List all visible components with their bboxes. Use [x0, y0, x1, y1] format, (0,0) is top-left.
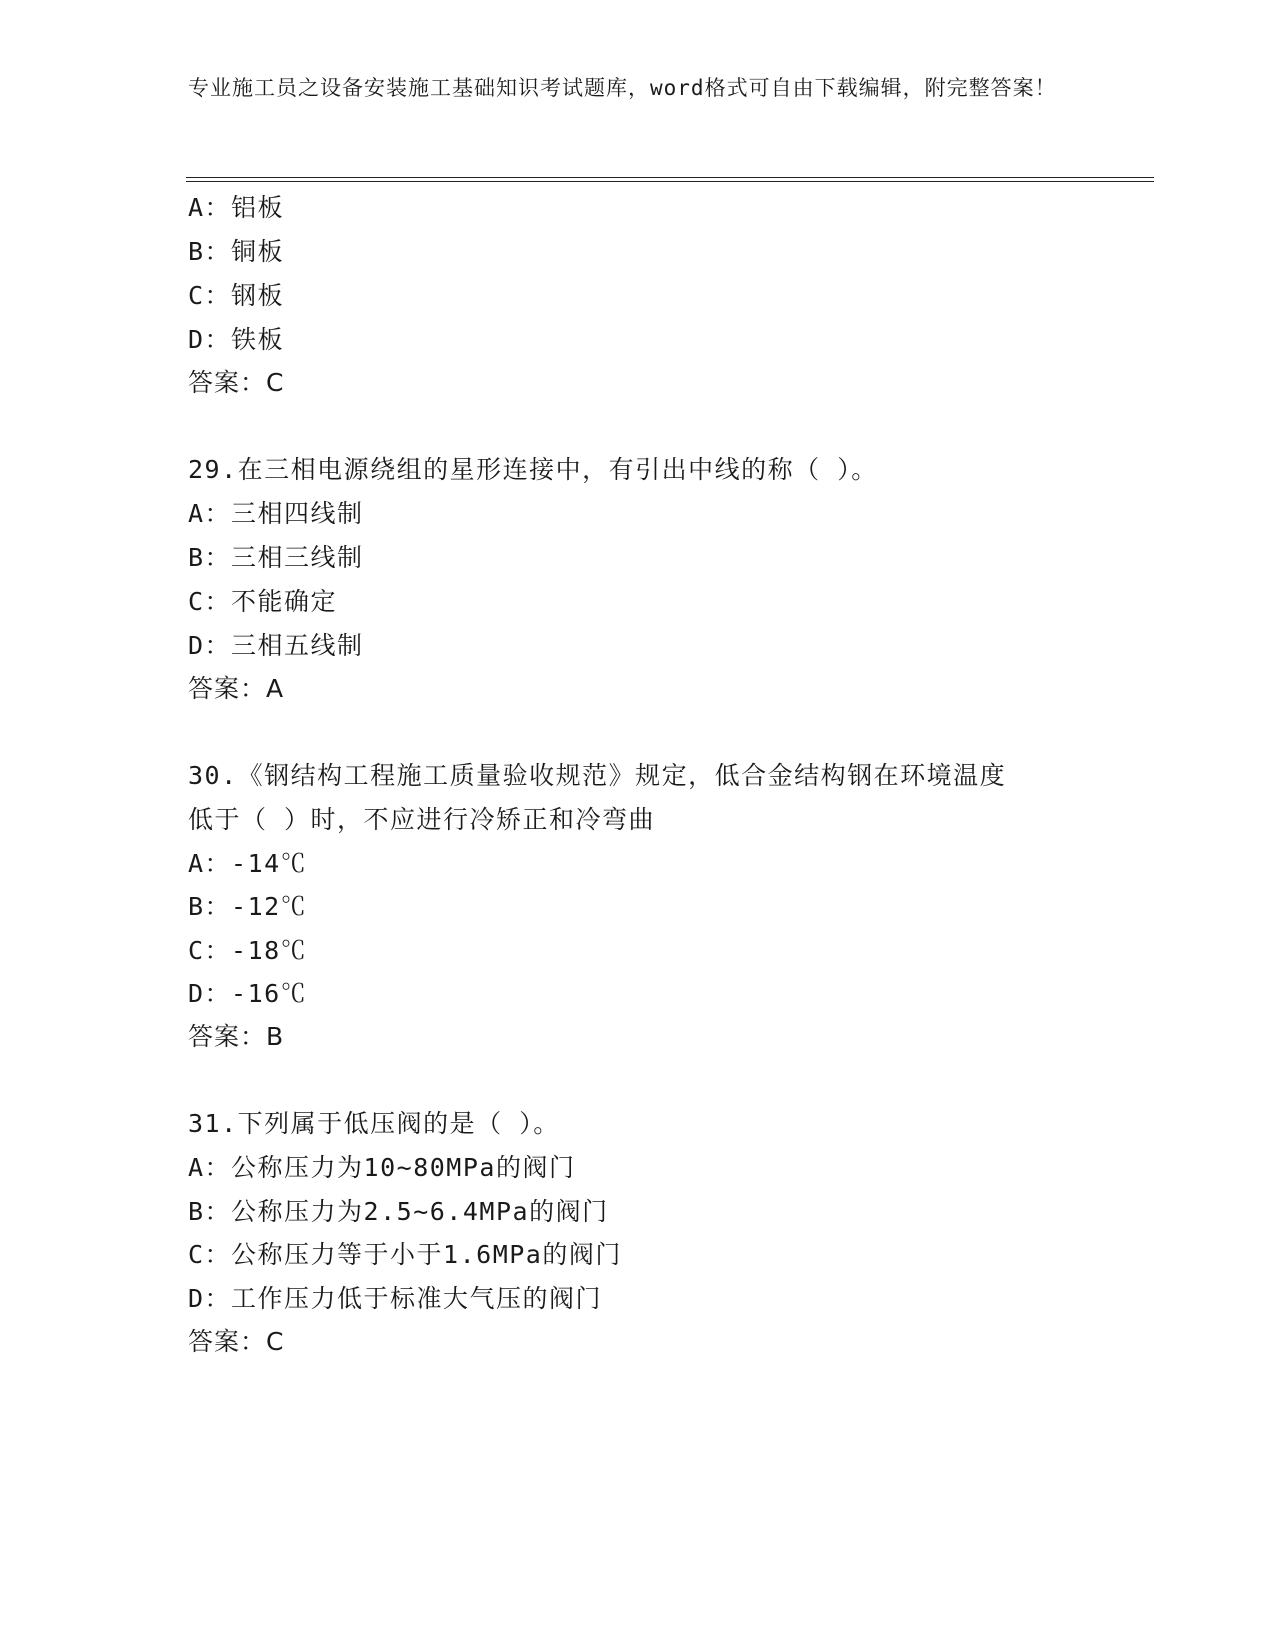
q29-option-d: D：三相五线制 — [188, 631, 364, 660]
q30-answer: 答案：B — [188, 1022, 285, 1051]
q28-option-b: B：铜板 — [188, 237, 285, 266]
q30-option-c: C：-18℃ — [188, 936, 308, 965]
q29-answer: 答案：A — [188, 674, 285, 703]
q28-option-c: C：钢板 — [188, 281, 285, 310]
q28-option-d: D：铁板 — [188, 325, 285, 354]
q28-option-a: A：铝板 — [188, 193, 285, 222]
q30-option-b: B：-12℃ — [188, 892, 308, 921]
q31-answer: 答案：C — [188, 1327, 285, 1356]
q31-option-a: A：公称压力为10~80MPa的阀门 — [188, 1153, 576, 1182]
q29-option-b: B：三相三线制 — [188, 543, 364, 572]
header-divider-top — [186, 177, 1154, 178]
q31-option-d: D：工作压力低于标准大气压的阀门 — [188, 1284, 603, 1313]
q30-option-a: A：-14℃ — [188, 849, 308, 878]
q29-question: 29.在三相电源绕组的星形连接中，有引出中线的称（ ）。 — [188, 455, 878, 484]
q30-question-line-1: 30.《钢结构工程施工质量验收规范》规定，低合金结构钢在环境温度 — [188, 761, 1007, 790]
q29-option-c: C：不能确定 — [188, 587, 338, 616]
q31-option-b: B：公称压力为2.5~6.4MPa的阀门 — [188, 1197, 609, 1226]
q31-option-c: C：公称压力等于小于1.6MPa的阀门 — [188, 1240, 622, 1269]
q29-option-a: A：三相四线制 — [188, 499, 364, 528]
document-header: 专业施工员之设备安装施工基础知识考试题库，word格式可自由下载编辑，附完整答案！ — [188, 76, 1057, 100]
q30-question-line-2: 低于（ ）时，不应进行冷矫正和冷弯曲 — [188, 805, 656, 834]
header-divider-bottom — [186, 181, 1154, 182]
q30-option-d: D：-16℃ — [188, 979, 308, 1008]
q31-question: 31.下列属于低压阀的是（ ）。 — [188, 1109, 560, 1138]
q28-answer: 答案：C — [188, 368, 285, 397]
